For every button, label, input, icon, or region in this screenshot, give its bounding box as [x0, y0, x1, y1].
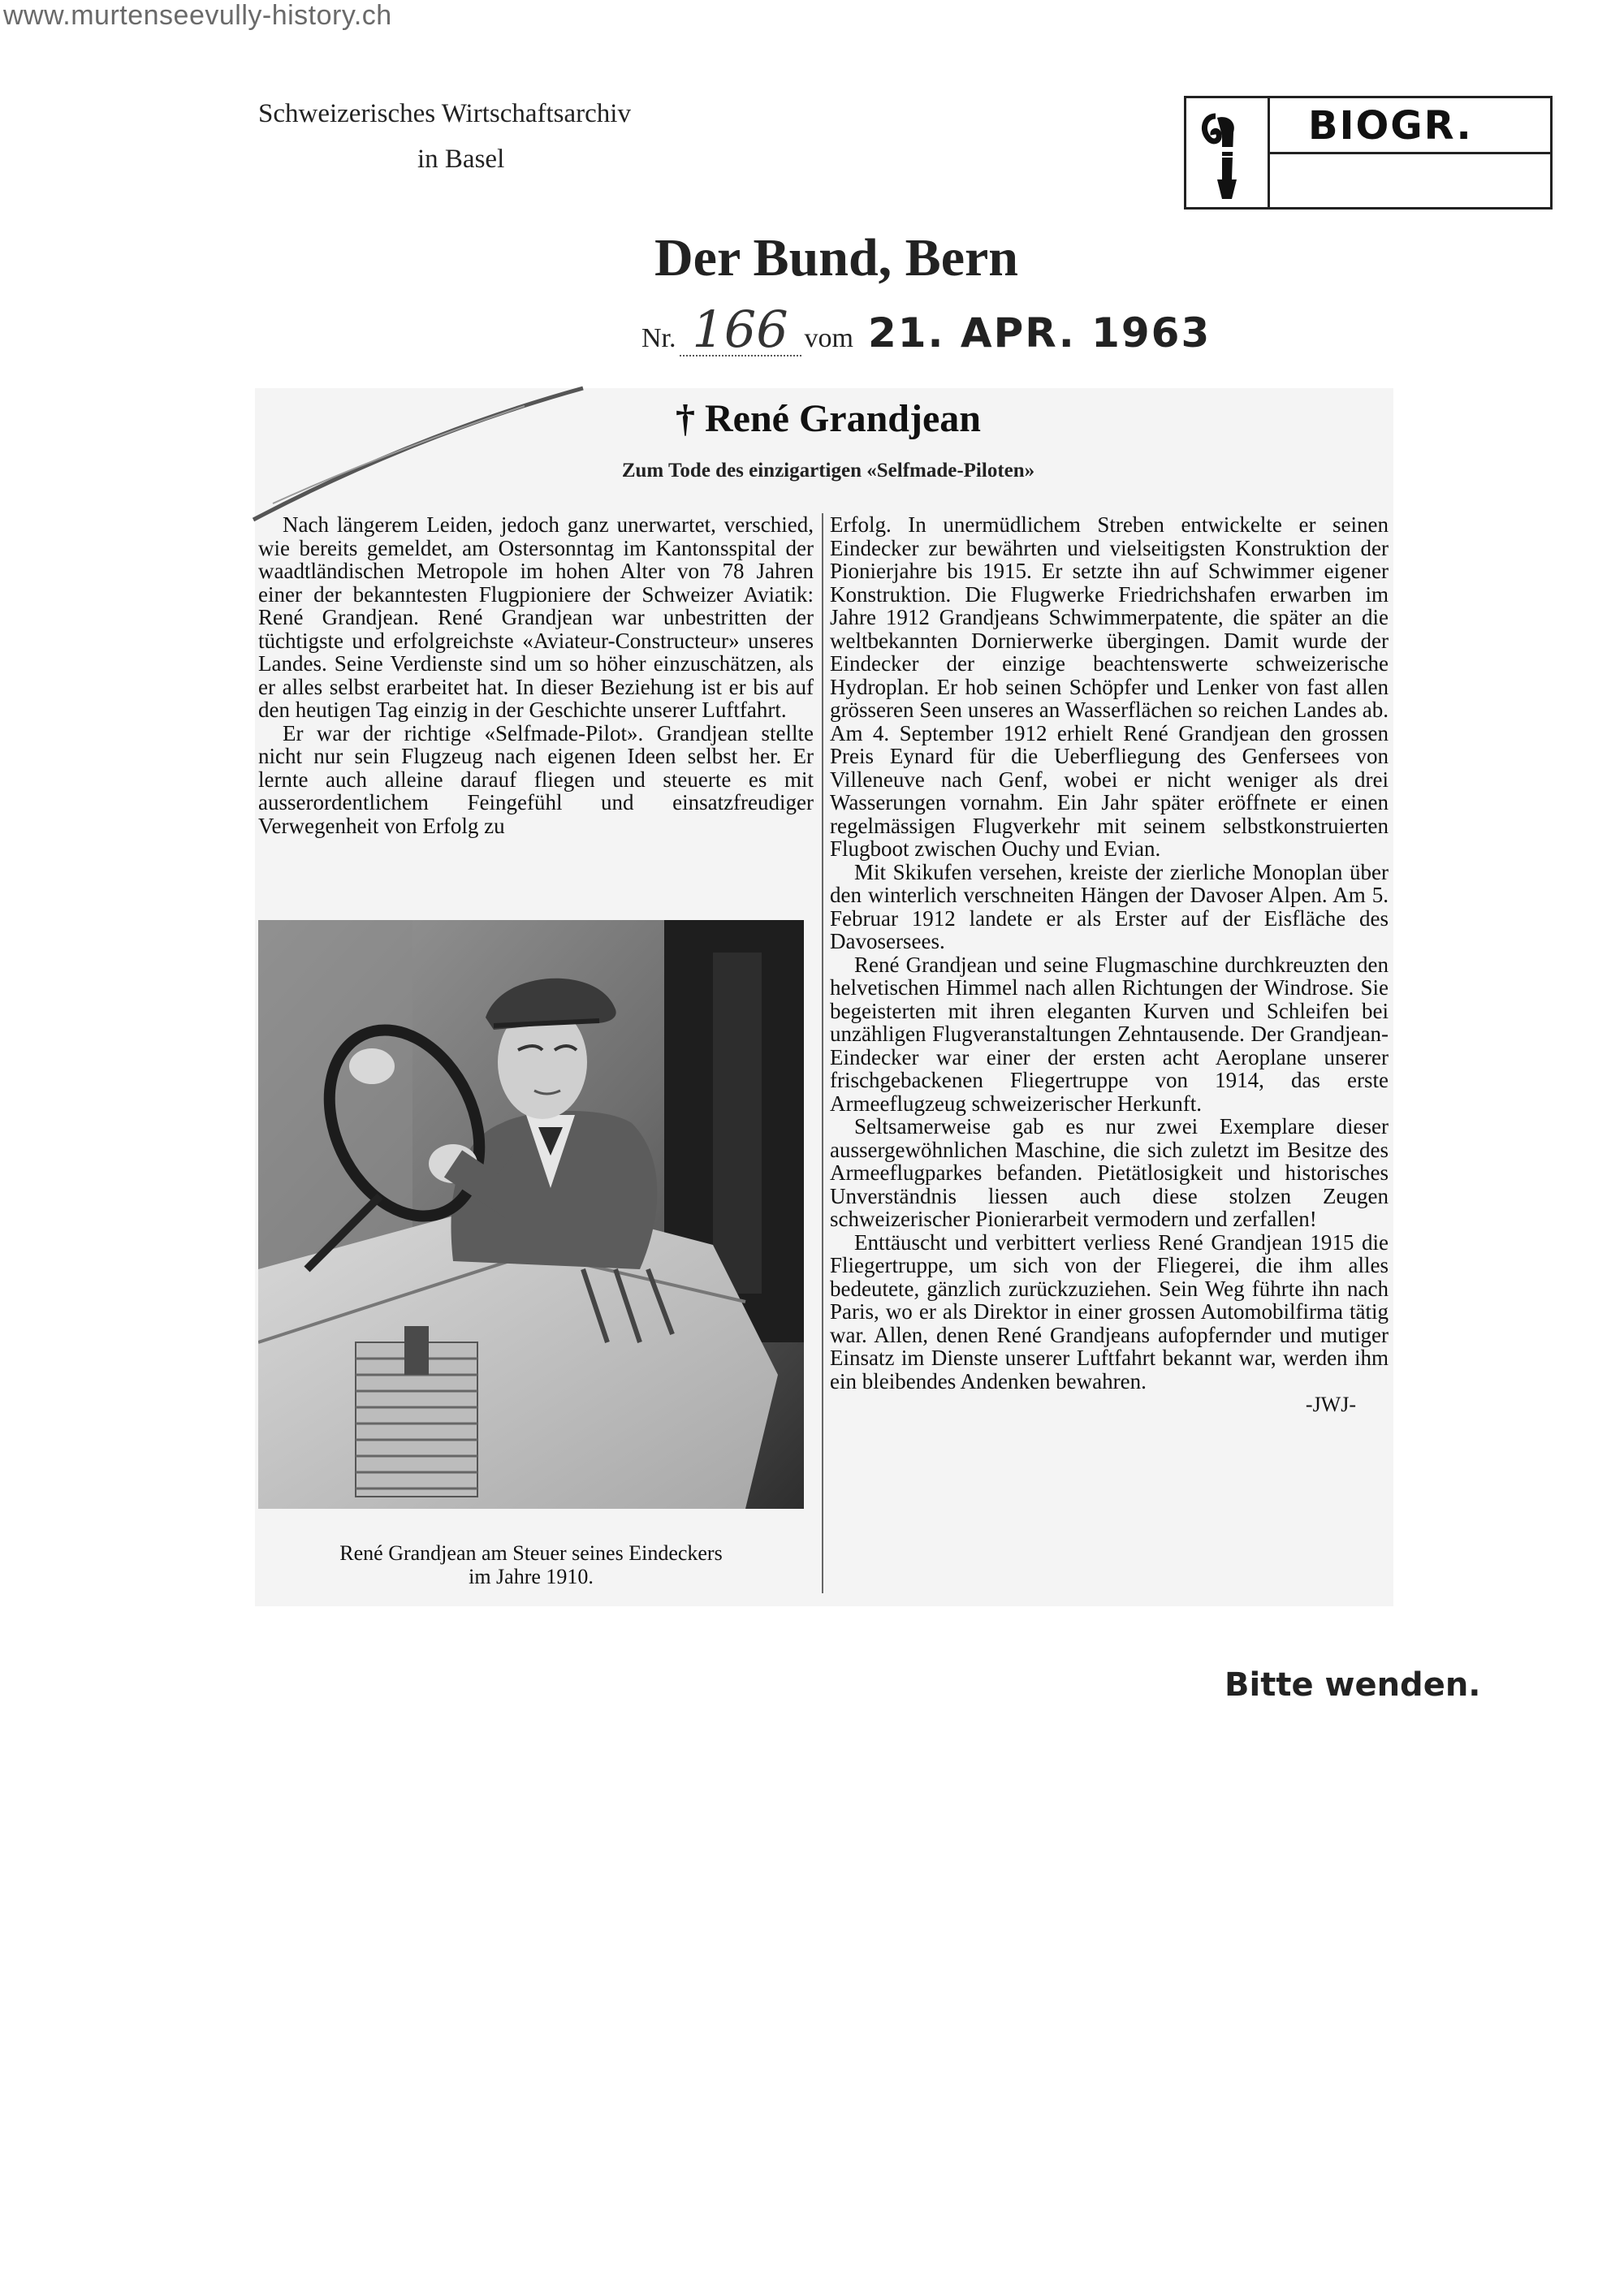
paragraph: Enttäuscht und verbittert verliess René Grandjean 1915 die Fliegertruppe, um sich von der Fliegerei, die ihm alles bedeutete, gänzlich zurückzuziehen. Sein Weg führte ihn nach Paris, wo er als Direktor in einer grossen Automobilfirma tätig war. Allen, denen René Grandjeans aufopfernder und mutiger Einsatz im Dienste unserer Luftfahrt bekannt war, werden ihm ein bleibendes Andenken bewahren. — [830, 1229, 1389, 1393]
article-column-1 — [258, 513, 814, 837]
radiator-grille — [356, 1326, 477, 1497]
caption-line-1: René Grandjean am Steuer seines Eindeckers — [339, 1541, 723, 1565]
biogr-stamp — [1184, 96, 1553, 210]
archive-name: Schweizerisches Wirtschaftsarchiv — [258, 99, 631, 128]
cross-icon: † — [676, 397, 695, 440]
paragraph: Er war der richtige «Selfmade-Pilot». Grandjean stellte nicht nur sein Flugzeug nach eigenen Ideen selbst her. Er lernte auch alleine darauf fliegen und steuerte es mit ausserordentlichem Feingefühl und einsatzfreudiger Verwegenheit von Erfolg zu — [258, 720, 814, 838]
stamp-label: BIOGR. — [1308, 103, 1473, 149]
paragraph: Mit Skikufen versehen, kreiste der zierliche Monoplan über den winterlich verschneiten Hängen der Davoser Alpen. Am 5. Februar 1912 landete er als Erster auf der Eisfläche des Davosersees. — [830, 859, 1389, 953]
article-column-2 — [830, 513, 1389, 1417]
issue-vom-label: vom — [804, 323, 853, 353]
archive-city: in Basel — [417, 145, 505, 174]
issue-number: 166 — [680, 305, 801, 356]
issue-nr-label: Nr. — [641, 323, 676, 353]
issue-line — [641, 300, 1212, 359]
paragraph: Erfolg. In unermüdlichem Streben entwickelte er seinen Eindecker zur bewährten und vielseitigsten Konstruktion der Pionierjahre bis 1915. Er setzte ihn auf Schwimmer eigener Konstruktion. Die Flugwerke Friedrichshafen erwarben im Jahre 1912 Grandjeans Schwimmerpatente, die später an die weltbekannten Dornierwerke übergingen. Damit wurde der Eindecker der einzige beachtenswerte schweizerische Hydroplan. Er hob seinen Schöpfer und Lenker von fast allen grösseren Seen unseres an Wasserflächen so reichen Landes ab. Am 4. September 1912 erhielt René Grandjean den grossen Preis Eynard für die Ueberfliegung des Genfersees von Villeneuve nach Genf, wobei er nicht weniger als drei Wasserungen vornahm. Ein Jahr später eröffnete er einen regelmässigen Flugverkehr mit seinem selbstkonstruierten Flugboot zwischen Ouchy und Evian. — [830, 512, 1389, 861]
paragraph: Nach längerem Leiden, jedoch ganz unerwartet, verschied, wie bereits gemeldet, am Ostersonntag im Kantonsspital der waadtländischen Metropole im hohen Alter von 78 Jahren einer der bekanntesten Flugpioniere der Schweizer Aviatik: René Grandjean. René Grandjean war unbestritten der tüchtigste und erfolgreichste «Aviateur-Constructeur» unseres Landes. Seine Verdienste sind um so höher einzuschätzen, als er alles selbst erarbeitet hat. In dieser Beziehung ist er bis auf den heutigen Tag einzig in der Geschichte unserer Luftfahrt. — [258, 512, 814, 722]
pilot-photo — [258, 920, 804, 1509]
paragraph: Seltsamerweise gab es nur zwei Exemplare dieser aussergewöhnlichen Maschine, die sich zuletzt im Besitze des Armeeflugparkes befanden. Pietätlosigkeit und historisches Unverständnis liessen auch diese stolzen Zeugen schweizerischer Pionierarbeit vermodern und zerfallen! — [830, 1114, 1389, 1231]
please-turn-note: Bitte wenden. — [1224, 1666, 1481, 1704]
source-url: www.murtenseevully-history.ch — [3, 0, 392, 31]
paragraph: René Grandjean und seine Flugmaschine durchkreuzten den helvetischen Himmel nach allen Richtungen der Windrose. Sie begeisterten mit ihren eleganten Kurven und Schleifen bei unzähligen Flugveranstaltungen Zehntausende. Der Grandjean-Eindecker war einer der ersten acht Aeroplane unserer frischgebackenen Fliegertruppe von 1914, das erste Armeeflugzeug schweizerischer Herkunft. — [830, 952, 1389, 1116]
article-title — [406, 396, 1250, 441]
photo-caption — [258, 1541, 804, 1588]
column-divider — [822, 513, 823, 1593]
article-subtitle: Zum Tode des einzigartigen «Selfmade-Piloten» — [621, 460, 1035, 482]
author-signature: -JWJ- — [1305, 1393, 1356, 1416]
basel-staff-icon — [1186, 98, 1270, 207]
newspaper-name: Der Bund, Bern — [654, 228, 1018, 287]
issue-date-stamp: 21. APR. 1963 — [867, 309, 1212, 356]
article-title-text: René Grandjean — [705, 397, 981, 440]
caption-line-2: im Jahre 1910. — [469, 1565, 594, 1588]
